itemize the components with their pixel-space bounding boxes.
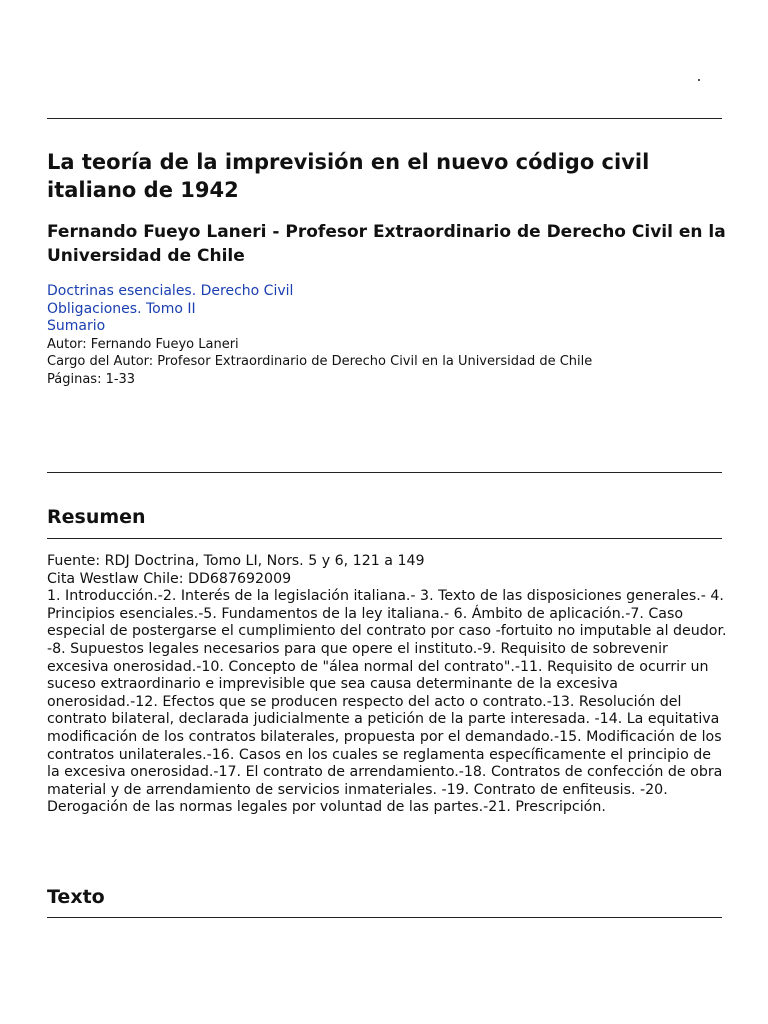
abstract-body: 1. Introducción.-2. Interés de la legislación italiana.- 3. Texto de las disposiciones generales.- 4. Principios esenciales.-5. Fundamentos de la ley italiana.- 6. Ámbito de aplicación.-7. Caso especial de postergarse el cumplimiento del contrato por caso -fortuito no imputable al deudor. -8. Supuestos legales necesarios para que opere el instituto.-9. Requisito de sobrevenir excesiva onerosidad.-10. Concepto de "álea normal del contrato".-11. Requisito de ocurrir un suceso extraordinario e imprevisible que sea causa determinante de la excesiva onerosidad.-12. Efectos que se producen respecto del acto o contrato.-13. Resolución del contrato bilateral, declarada judicialmente a petición de la parte interesada. -14. La equitativa modificación de los contratos bilaterales, propuesta por el demandado.-15. Modificación de los contratos unilaterales.-16. Casos en los cuales se reglamenta específicamente el principio de la excesiva onerosidad.-17. El contrato de arrendamiento.-18. Contratos de confección de obra material y de arrendamiento de servicios inmateriales. -19. Contrato de enfiteusis. -20. Derogación de las normas legales por voluntad de las partes.-21. Prescripción. [47, 588, 727, 816]
abstract-heading: Resumen [47, 506, 146, 528]
pages-line: Páginas: 1-33 [47, 371, 136, 387]
stray-dot [698, 79, 700, 81]
citation-line: Cita Westlaw Chile: DD687692009 [47, 570, 292, 587]
top-divider [47, 118, 722, 119]
author-line: Autor: Fernando Fueyo Laneri [47, 336, 239, 352]
document-metadata [47, 283, 592, 388]
metadata-divider [47, 472, 722, 473]
abstract-divider [47, 538, 722, 539]
author-position-line: Cargo del Autor: Profesor Extraordinario de Derecho Civil en la Universidad de Chile [47, 354, 593, 369]
collection-link[interactable]: Doctrinas esenciales. Derecho Civil [47, 283, 294, 299]
document-title: La teoría de la imprevisión en el nuevo código civil italiano de 1942 [47, 150, 650, 202]
abstract-content [47, 553, 727, 817]
author-heading: Fernando Fueyo Laneri - Profesor Extraordinario de Derecho Civil en la Universidad de Chile [47, 222, 726, 266]
source-line: Fuente: RDJ Doctrina, Tomo LI, Nors. 5 y 6, 121 a 149 [47, 553, 425, 569]
summary-link[interactable]: Sumario [47, 318, 106, 334]
volume-link[interactable]: Obligaciones. Tomo II [47, 300, 196, 317]
text-section-divider [47, 917, 722, 918]
text-section-heading: Texto [47, 886, 105, 908]
